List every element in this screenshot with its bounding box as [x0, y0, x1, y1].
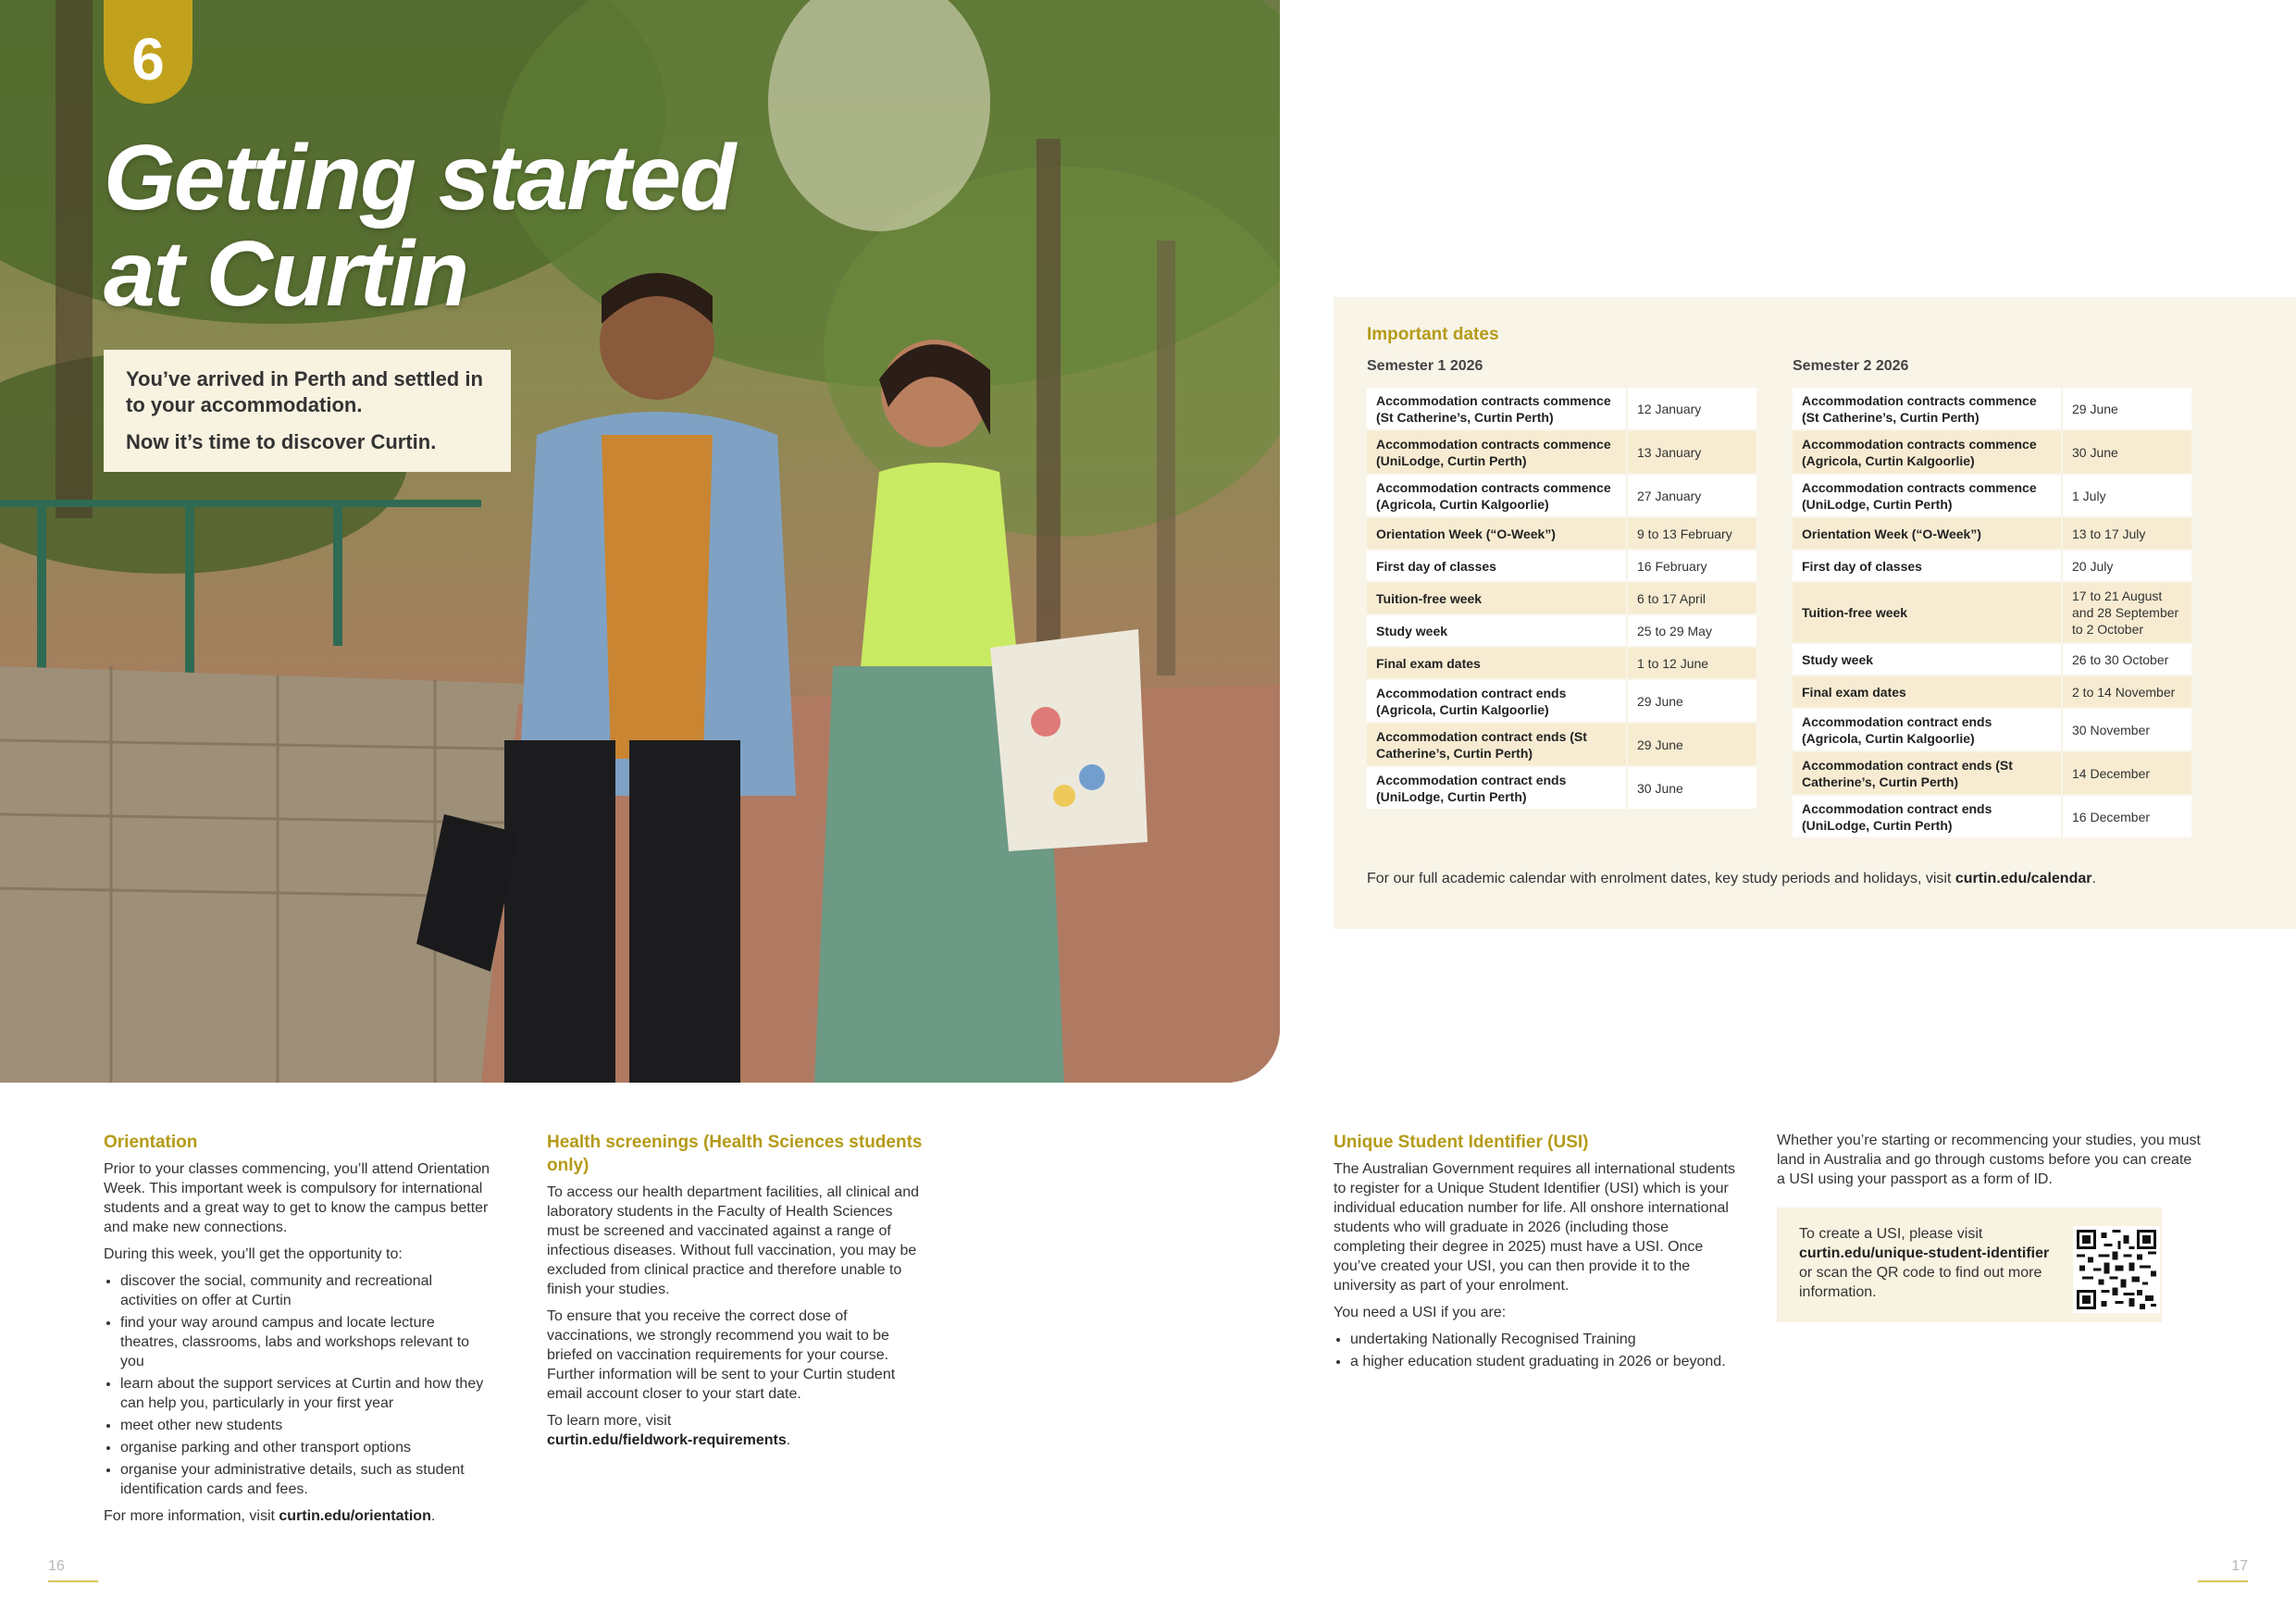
- table-row: [1367, 680, 1756, 722]
- usi-callout-suffix: or scan the QR code to find out more information.: [1799, 1265, 2042, 1300]
- event-cell: Study week: [1793, 644, 2061, 675]
- table-row: [1793, 388, 2191, 429]
- usi-callout-text: [1799, 1224, 2058, 1302]
- semester-2-dates-table: [1793, 386, 2191, 839]
- event-cell: Orientation Week (“O-Week”): [1367, 518, 1626, 549]
- date-cell: 12 January: [1626, 388, 1756, 429]
- page-title-line-1: Getting started: [104, 126, 735, 229]
- event-cell: Tuition-free week: [1367, 583, 1626, 613]
- table-row: [1367, 583, 1756, 613]
- date-cell: 16 December: [2061, 796, 2191, 837]
- important-dates-panel: [1334, 297, 2296, 929]
- date-cell: 20 July: [2061, 551, 2191, 581]
- date-cell: 17 to 21 August and 28 September to 2 October: [2061, 583, 2191, 642]
- event-cell: Study week: [1367, 615, 1626, 646]
- table-row: [1367, 767, 1756, 809]
- semester-1-dates-table: [1367, 386, 1756, 811]
- table-row: [1793, 518, 2191, 549]
- table-row: [1793, 676, 2191, 707]
- orientation-link[interactable]: curtin.edu/orientation: [279, 1508, 431, 1524]
- event-cell: Accommodation contracts commence (UniLodge, Curtin Perth): [1793, 475, 2061, 516]
- table-row: [1367, 518, 1756, 549]
- page-title-line-2: at Curtin: [104, 222, 468, 326]
- usi-paragraph-2: You need a USI if you are:: [1334, 1305, 1507, 1320]
- chapter-number-badge: 6: [104, 0, 192, 104]
- date-cell: 30 June: [2061, 431, 2191, 473]
- event-cell: Accommodation contracts commence (Agricola, Curtin Kalgoorlie): [1793, 431, 2061, 473]
- fieldwork-requirements-link[interactable]: curtin.edu/fieldwork-requirements: [547, 1432, 787, 1448]
- semester-2-heading: Semester 2 2026: [1793, 358, 1909, 374]
- table-row: [1793, 583, 2191, 642]
- intro-line-2: Now it’s time to discover Curtin.: [126, 430, 437, 453]
- event-cell: Accommodation contract ends (St Catherine’s, Curtin Perth): [1367, 724, 1626, 765]
- table-row: [1793, 431, 2191, 473]
- qr-code-icon[interactable]: [2073, 1226, 2160, 1313]
- list-item: • learn about the support services at Curtin and how they can help you, particularly in your first year: [120, 1374, 492, 1413]
- table-row: [1793, 752, 2191, 794]
- event-cell: Accommodation contract ends (UniLodge, Curtin Perth): [1793, 796, 2061, 837]
- event-cell: Final exam dates: [1793, 676, 2061, 707]
- event-cell: Accommodation contracts commence (Agricola, Curtin Kalgoorlie): [1367, 475, 1626, 516]
- event-cell: Orientation Week (“O-Week”): [1793, 518, 2061, 549]
- page-number-right: 17: [2198, 1558, 2248, 1582]
- health-paragraph-1: To access our health department facilities, all clinical and laboratory students in the Faculty of Health Sciences must be screened and vaccinated against a range of infectious diseases. Without full vaccination, you may be excluded from clinical practice and therefore unable to finish your studies.: [547, 1184, 919, 1297]
- usi-list: [1334, 1330, 1741, 1371]
- event-cell: Tuition-free week: [1793, 583, 2061, 642]
- table-row: [1793, 475, 2191, 516]
- intro-line-1: You’ve arrived in Perth and settled in to your accommodation.: [126, 367, 483, 416]
- event-cell: Accommodation contracts commence (St Catherine’s, Curtin Perth): [1367, 388, 1626, 429]
- date-cell: 2 to 14 November: [2061, 676, 2191, 707]
- event-cell: Accommodation contracts commence (St Catherine’s, Curtin Perth): [1793, 388, 2061, 429]
- hero-photo: [0, 0, 1280, 1083]
- event-cell: Accommodation contract ends (Agricola, Curtin Kalgoorlie): [1793, 709, 2061, 750]
- health-more-text: To learn more, visit: [547, 1413, 672, 1429]
- table-row: [1793, 796, 2191, 837]
- date-cell: 1 July: [2061, 475, 2191, 516]
- page-title: [104, 126, 735, 326]
- list-item: • organise parking and other transport options: [120, 1438, 492, 1457]
- date-cell: 30 June: [1626, 767, 1756, 809]
- table-row: [1793, 644, 2191, 675]
- date-cell: 29 June: [1626, 680, 1756, 722]
- list-item: • meet other new students: [120, 1416, 492, 1435]
- orientation-list: [104, 1271, 492, 1499]
- health-more-info: [547, 1411, 926, 1450]
- important-dates-heading: Important dates: [1367, 325, 1499, 344]
- date-cell: 1 to 12 June: [1626, 648, 1756, 678]
- list-item: • discover the social, community and recreational activities on offer at Curtin: [120, 1271, 492, 1310]
- orientation-paragraph-1: Prior to your classes commencing, you’ll attend Orientation Week. This important week is compulsory for international students and a great way to get to know the campus better and make new connections.: [104, 1161, 490, 1235]
- intro-callout: [104, 350, 511, 472]
- semester-1-heading: Semester 1 2026: [1367, 358, 1483, 374]
- orientation-heading: Orientation: [104, 1133, 198, 1152]
- date-cell: 27 January: [1626, 475, 1756, 516]
- usi-paragraph-1: The Australian Government requires all international students to register for a Unique Student Identifier (USI) which is your individual education number for life. All onshore international students who will graduate in 2026 (including those completing their degree in 2025) must have a USI. Once you’ve created your USI, you can then provide it to the university as part of your enrolment.: [1334, 1161, 1736, 1294]
- table-row: [1367, 431, 1756, 473]
- usi-callout: [1777, 1208, 2162, 1322]
- health-paragraph-2: To ensure that you receive the correct dose of vaccinations, we strongly recommend you wait to be briefed on vaccination requirements for your course. Further information will be sent to your Curtin student email account closer to your start date.: [547, 1308, 896, 1402]
- event-cell: Accommodation contract ends (Agricola, Curtin Kalgoorlie): [1367, 680, 1626, 722]
- event-cell: Accommodation contract ends (St Catherine’s, Curtin Perth): [1793, 752, 2061, 794]
- usi-heading: Unique Student Identifier (USI): [1334, 1133, 1589, 1152]
- date-cell: 13 to 17 July: [2061, 518, 2191, 549]
- table-row: [1367, 475, 1756, 516]
- date-cell: 30 November: [2061, 709, 2191, 750]
- date-cell: 16 February: [1626, 551, 1756, 581]
- event-cell: Accommodation contracts commence (UniLodge, Curtin Perth): [1367, 431, 1626, 473]
- orientation-section: [104, 1131, 492, 1533]
- date-cell: 6 to 17 April: [1626, 583, 1756, 613]
- orientation-more-end: .: [430, 1508, 436, 1524]
- usi-section: [1334, 1131, 1741, 1379]
- date-cell: 14 December: [2061, 752, 2191, 794]
- table-row: [1367, 724, 1756, 765]
- calendar-note-end: .: [2091, 871, 2096, 886]
- calendar-note: [1367, 871, 2096, 887]
- orientation-more-text: For more information, visit: [104, 1508, 279, 1524]
- date-cell: 29 June: [2061, 388, 2191, 429]
- list-item: • undertaking Nationally Recognised Training: [1350, 1330, 1741, 1349]
- list-item: • a higher education student graduating in 2026 or beyond.: [1350, 1352, 1741, 1371]
- usi-paragraph-3: Whether you’re starting or recommencing your studies, you must land in Australia and go through customs before you can create a USI using your passport as a form of ID.: [1777, 1133, 2201, 1187]
- event-cell: First day of classes: [1793, 551, 2061, 581]
- usi-link[interactable]: curtin.edu/unique-student-identifier: [1799, 1245, 2050, 1261]
- table-row: [1793, 551, 2191, 581]
- qr-code-graphic: [2077, 1230, 2156, 1309]
- usi-continued-section: [1777, 1131, 2203, 1322]
- orientation-paragraph-2: During this week, you’ll get the opportunity to:: [104, 1246, 403, 1262]
- table-row: [1793, 709, 2191, 750]
- date-cell: 25 to 29 May: [1626, 615, 1756, 646]
- list-item: • find your way around campus and locate lecture theatres, classrooms, labs and workshops relevant to you: [120, 1313, 492, 1371]
- table-row: [1367, 388, 1756, 429]
- date-cell: 26 to 30 October: [2061, 644, 2191, 675]
- table-row: [1367, 615, 1756, 646]
- date-cell: 13 January: [1626, 431, 1756, 473]
- table-row: [1367, 551, 1756, 581]
- date-cell: 9 to 13 February: [1626, 518, 1756, 549]
- usi-callout-prefix: To create a USI, please visit: [1799, 1226, 1983, 1242]
- page-number-left: 16: [48, 1558, 98, 1582]
- health-screenings-heading: Health screenings (Health Sciences students only): [547, 1133, 923, 1175]
- calendar-link[interactable]: curtin.edu/calendar: [1955, 871, 2092, 886]
- health-more-end: .: [786, 1432, 791, 1448]
- calendar-note-text: For our full academic calendar with enrolment dates, key study periods and holidays, visit: [1367, 871, 1955, 886]
- health-screenings-section: [547, 1131, 926, 1457]
- date-cell: 29 June: [1626, 724, 1756, 765]
- event-cell: Accommodation contract ends (UniLodge, Curtin Perth): [1367, 767, 1626, 809]
- orientation-more-info: [104, 1506, 492, 1526]
- event-cell: First day of classes: [1367, 551, 1626, 581]
- event-cell: Final exam dates: [1367, 648, 1626, 678]
- table-row: [1367, 648, 1756, 678]
- list-item: • organise your administrative details, such as student identification cards and fees.: [120, 1460, 492, 1499]
